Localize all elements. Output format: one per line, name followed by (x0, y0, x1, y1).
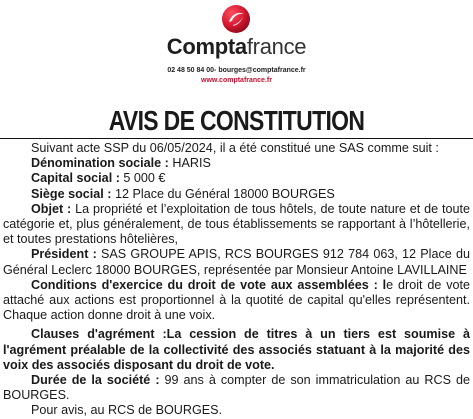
clauses-paragraph (3, 327, 470, 373)
clauses-value: La cession de titres à un tiers est soumise à l'agrément préalable de la collectivité des associés statuant à la majorité des voix des associés disposant du droit de vote. (3, 327, 471, 372)
siege-label: Siège social : (31, 186, 112, 201)
capital-value: 5 000 € (119, 171, 166, 186)
denomination-paragraph (3, 156, 470, 171)
brand-light: france (246, 34, 307, 59)
president-label: Président : (31, 247, 97, 262)
president-paragraph (3, 247, 470, 277)
denomination-label: Dénomination sociale : (31, 156, 169, 171)
duree-paragraph (3, 373, 470, 403)
intro-paragraph (3, 141, 470, 156)
brand-wordmark (0, 34, 473, 60)
objet-label: Objet : (31, 201, 72, 216)
notice-title: AVIS DE CONSTITUTION (108, 105, 365, 136)
conditions-paragraph (3, 278, 470, 324)
clauses-label: Clauses d'agrément : (31, 327, 167, 342)
contact-line: 02 48 50 84 00- bourges@comptafrance.fr (167, 67, 306, 74)
duree-label: Durée de la société : (31, 373, 160, 388)
conditions-value: e droit de vote attaché aux actions est proportionnel à la quotité de capital qu'elles représentent. Chaque action donne droit à une voix. (3, 277, 470, 323)
president-value: SAS GROUPE APIS, RCS BOURGES 912 784 063, 12 Place du Général Leclerc 18000 BOURGES, représentée par Monsieur Antoine LAVILLAINE (3, 247, 470, 277)
title-divider (0, 138, 473, 139)
closing-paragraph (3, 403, 470, 418)
duree-value: 99 ans à compter de son immatriculation au RCS de BOURGES. (3, 373, 470, 403)
letterhead (0, 0, 473, 96)
objet-value: La propriété et l’exploitation de tous hôtels, de toute nature et de toute catégorie et, plus généralement, de tous établissements se rapportant à l’hôtellerie, et toutes prestations hôtelières, (3, 201, 470, 247)
capital-paragraph (3, 171, 470, 186)
closing-text: Pour avis, au RCS de BOURGES. (31, 403, 223, 418)
comptafrance-logo-icon (221, 4, 251, 34)
conditions-label: Conditions d'exercice du droit de vote aux assemblées : l (31, 277, 387, 292)
denomination-value: HARIS (168, 156, 211, 171)
notice-body (3, 141, 470, 419)
siege-value: 12 Place du Général 18000 BOURGES (111, 186, 335, 201)
brand-bold: Compta (166, 34, 247, 59)
website-link[interactable]: www.comptafrance.fr (201, 77, 272, 84)
capital-label: Capital social : (31, 171, 120, 186)
siege-paragraph (3, 187, 470, 202)
intro-text: Suivant acte SSP du 06/05/2024, il a été constitué une SAS comme suit : (31, 141, 439, 155)
objet-paragraph (3, 202, 470, 248)
